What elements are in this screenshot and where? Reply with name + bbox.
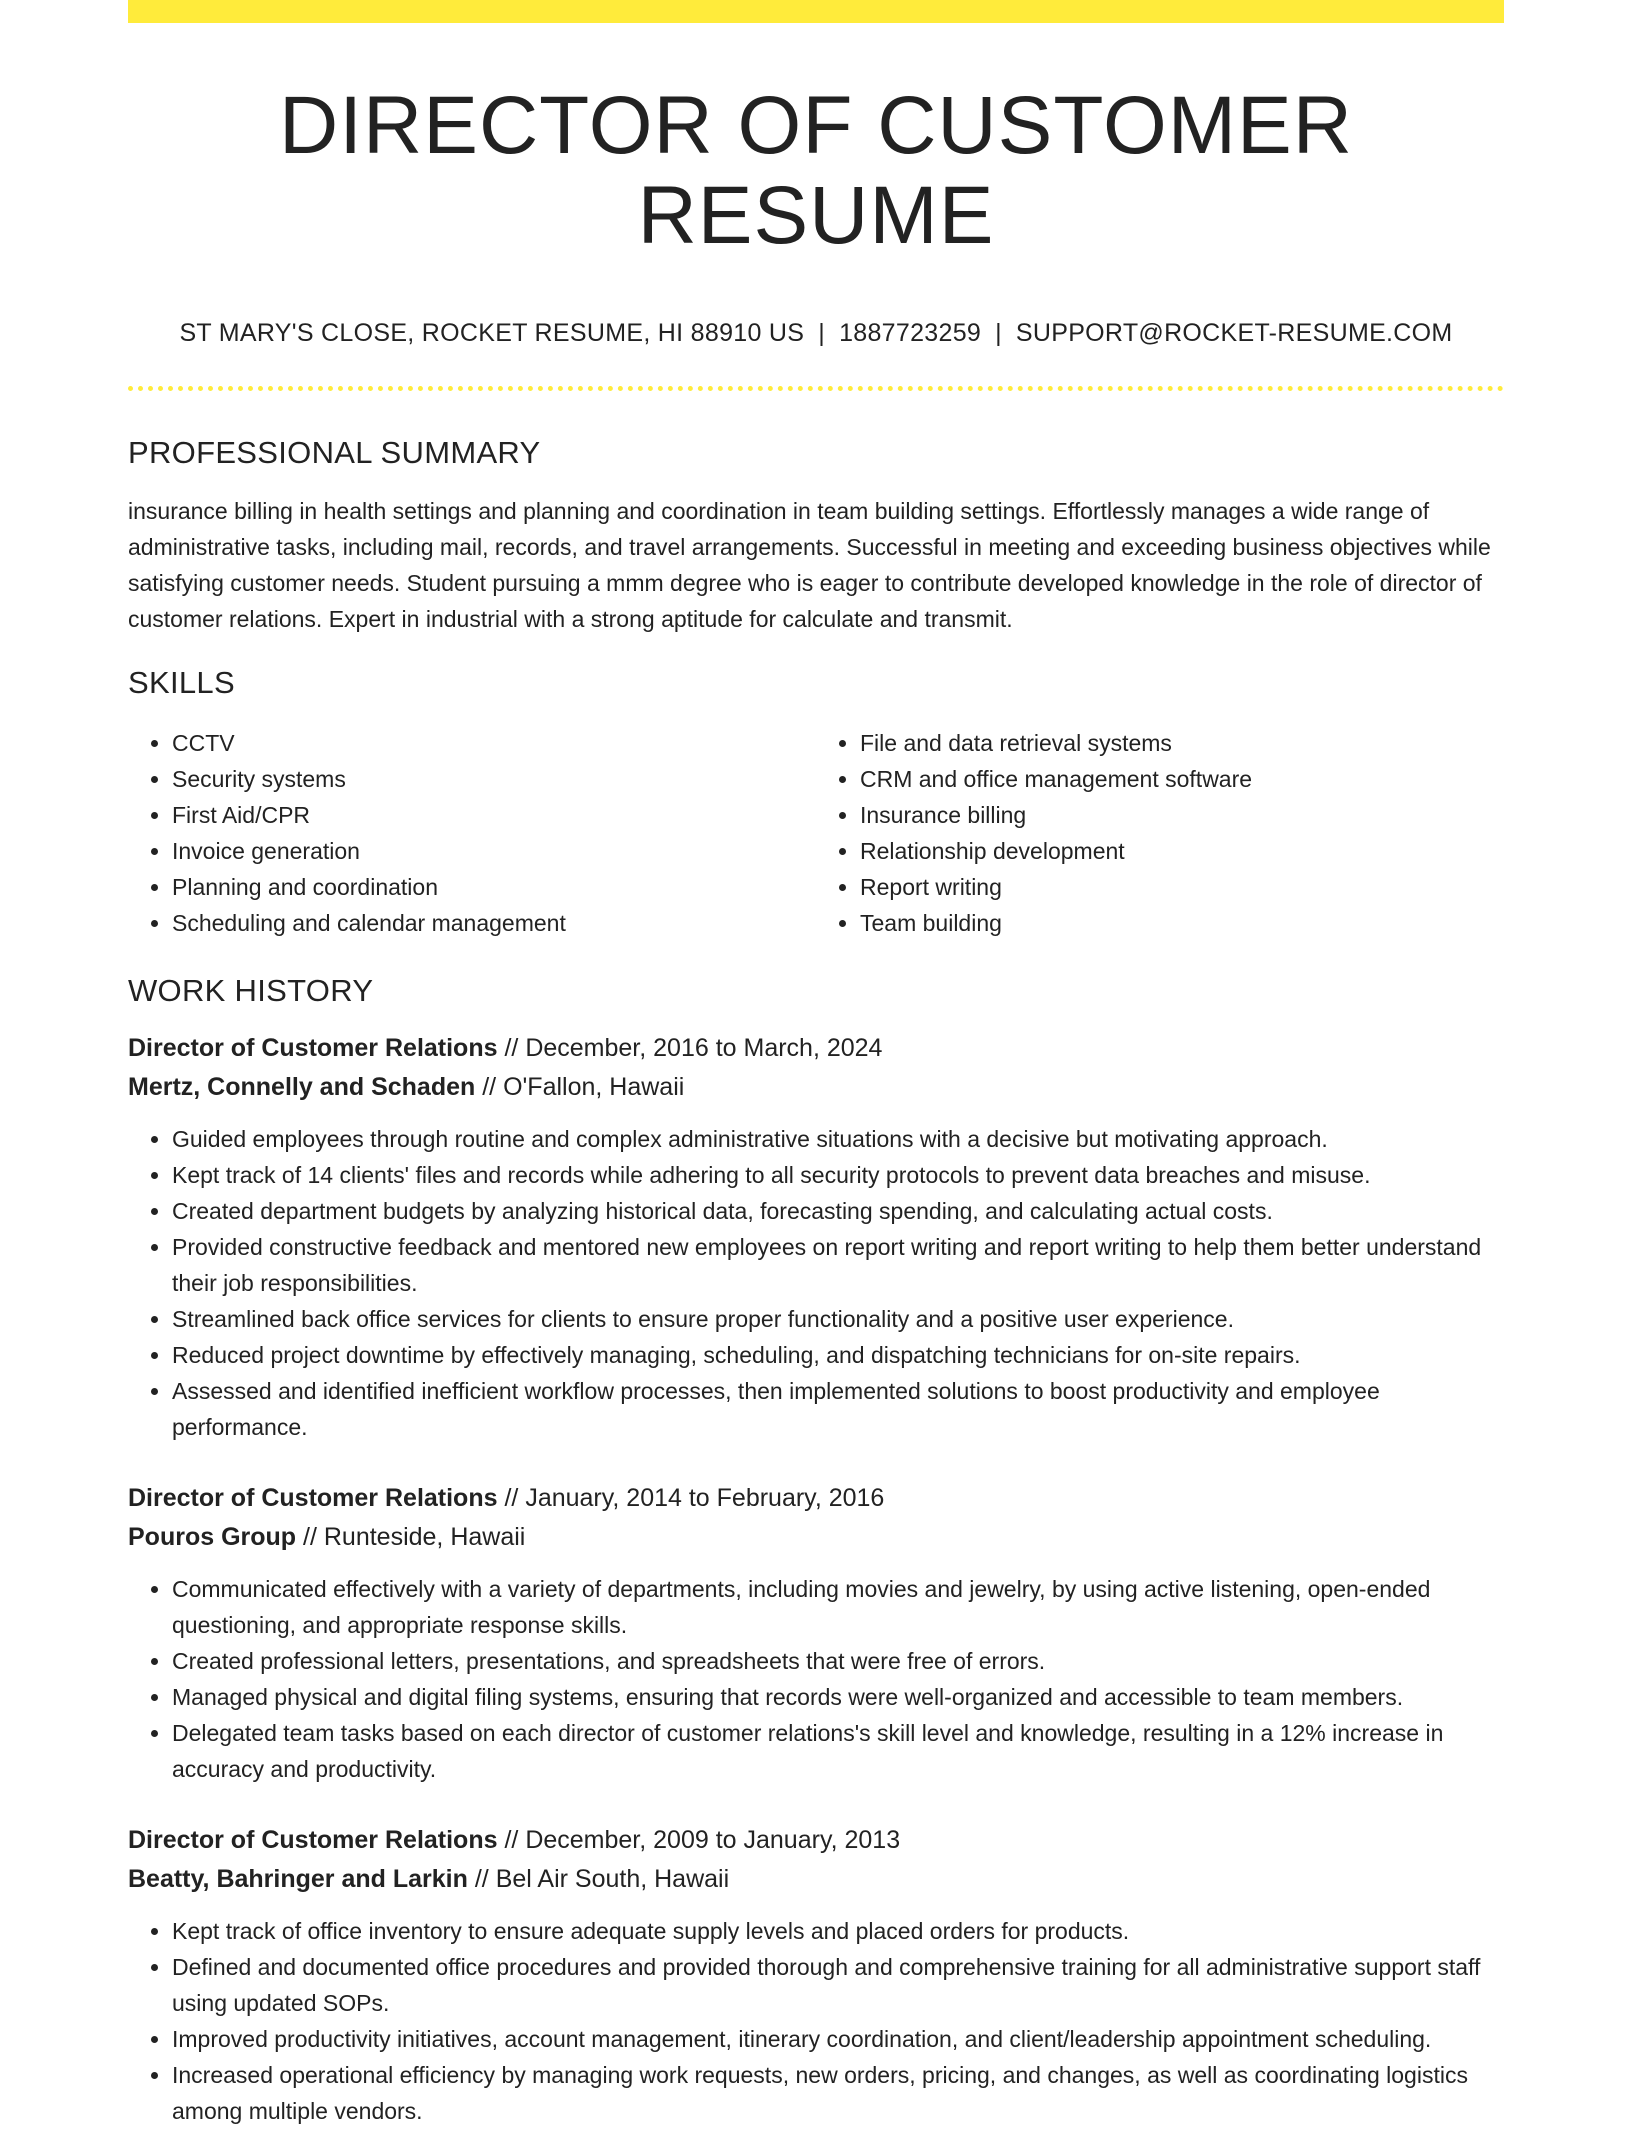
job-company: Beatty, Bahringer and Larkin [128, 1865, 468, 1894]
job-bullet: • Delegated team tasks based on each director of customer relations's skill level and knowledge, resulting in a 12% increase in accuracy and productivity. [172, 1715, 1504, 1787]
job-bullet: • Streamlined back office services for clients to ensure proper functionality and a positive user experience. [172, 1301, 1504, 1337]
skill-item: • Report writing [860, 869, 1504, 905]
contact-separator: | [995, 319, 1002, 348]
skill-item: • CRM and office management software [860, 761, 1504, 797]
job-title: Director of Customer Relations [128, 1484, 498, 1513]
skill-item: • Planning and coordination [172, 869, 816, 905]
job-bullet: • Managed physical and digital filing systems, ensuring that records were well-organized and accessible to team members. [172, 1679, 1504, 1715]
skill-item: • CCTV [172, 725, 816, 761]
job-bullet: • Created professional letters, presentations, and spreadsheets that were free of errors. [172, 1643, 1504, 1679]
dotted-divider [128, 386, 1504, 391]
job-bullet: • Provided constructive feedback and mentored new employees on report writing and report writing to help them better understand their job responsibilities. [172, 1229, 1504, 1301]
skill-item: • Scheduling and calendar management [172, 905, 816, 941]
skill-item: • Invoice generation [172, 833, 816, 869]
job-bullet: • Guided employees through routine and complex administrative situations with a decisive but motivating approach. [172, 1121, 1504, 1157]
contact-line [128, 319, 1504, 348]
job-title-line [128, 1479, 1504, 1518]
job-location: Bel Air South, Hawaii [495, 1865, 730, 1894]
job-company: Mertz, Connelly and Schaden [128, 1073, 476, 1102]
job-company-line [128, 1518, 1504, 1557]
contact-address: ST MARY'S CLOSE, ROCKET RESUME, HI 88910 US [179, 319, 805, 348]
job-divider: // [497, 1484, 526, 1513]
contact-separator: | [818, 319, 826, 348]
job-bullet: • Improved productivity initiatives, account management, itinerary coordination, and client/leadership appointment scheduling. [172, 2021, 1504, 2057]
job-divider: // [497, 1826, 526, 1855]
job-bullet: • Reduced project downtime by effectively managing, scheduling, and dispatching technicians for on-site repairs. [172, 1337, 1504, 1373]
skill-item: • Relationship development [860, 833, 1504, 869]
accent-top-bar [128, 0, 1504, 23]
job-location: Runteside, Hawaii [323, 1523, 526, 1552]
job-dates: December, 2009 to January, 2013 [525, 1826, 901, 1855]
job-dates: December, 2016 to March, 2024 [525, 1034, 883, 1063]
skill-item: • File and data retrieval systems [860, 725, 1504, 761]
job-bullet: • Assessed and identified inefficient workflow processes, then implemented solutions to boost productivity and employee performance. [172, 1373, 1504, 1445]
contact-phone: 1887723259 [839, 319, 982, 348]
job-title-line [128, 1821, 1504, 1860]
job-company: Pouros Group [128, 1523, 297, 1552]
job-company-line [128, 1860, 1504, 1899]
skill-item: • Insurance billing [860, 797, 1504, 833]
job-divider: // [296, 1523, 324, 1552]
resume-page [128, 0, 1504, 2129]
job-bullet: • Increased operational efficiency by managing work requests, new orders, pricing, and changes, as well as coordinating logistics among multiple vendors. [172, 2057, 1504, 2129]
job-bullet: • Kept track of 14 clients' files and records while adhering to all security protocols to prevent data breaches and misuse. [172, 1157, 1504, 1193]
job-bullet: • Communicated effectively with a variety of departments, including movies and jewelry, by using active listening, open-ended questioning, and appropriate response skills. [172, 1571, 1504, 1643]
resume-title: DIRECTOR OF CUSTOMER RESUME [279, 80, 1353, 262]
job-bullets [128, 1913, 1504, 2129]
job-company-line [128, 1068, 1504, 1107]
job-title-line [128, 1029, 1504, 1068]
job-bullet: • Kept track of office inventory to ensure adequate supply levels and placed orders for products. [172, 1913, 1504, 1949]
contact-email: SUPPORT@ROCKET-RESUME.COM [1015, 319, 1453, 348]
work-history-heading: WORK HISTORY [128, 973, 374, 1009]
job-location: O'Fallon, Hawaii [503, 1073, 685, 1102]
skill-item: • Team building [860, 905, 1504, 941]
skill-item: • Security systems [172, 761, 816, 797]
job-bullet: • Created department budgets by analyzing historical data, forecasting spending, and calculating actual costs. [172, 1193, 1504, 1229]
job-title: Director of Customer Relations [128, 1034, 498, 1063]
job-divider: // [497, 1034, 526, 1063]
job-dates: January, 2014 to February, 2016 [525, 1484, 885, 1513]
summary-text: insurance billing in health settings and planning and coordination in team building settings. Effortlessly manages a wide range of administrative tasks, including mail, records, and travel arrangements. Successful in meeting and exceeding business objectives while satisfying customer needs. Student pursuing a mmm degree who is eager to contribute developed knowledge in the role of director of customer relations. Expert in industrial with a strong aptitude for calculate and transmit. [128, 498, 1491, 633]
job-divider: // [475, 1073, 504, 1102]
job-divider: // [467, 1865, 496, 1894]
skill-item: • First Aid/CPR [172, 797, 816, 833]
skills-heading: SKILLS [128, 665, 235, 701]
job-entry [128, 1029, 1504, 1445]
job-bullets [128, 1121, 1504, 1445]
job-entry [128, 1479, 1504, 1787]
job-title: Director of Customer Relations [128, 1826, 498, 1855]
skills-list-left [128, 725, 816, 941]
skills-list-right [816, 725, 1504, 941]
job-bullet: • Defined and documented office procedures and provided thorough and comprehensive training for all administrative support staff using updated SOPs. [172, 1949, 1504, 2021]
job-entry [128, 1821, 1504, 2129]
skills-columns [128, 725, 1504, 941]
job-bullets [128, 1571, 1504, 1787]
summary-heading: PROFESSIONAL SUMMARY [128, 435, 541, 471]
